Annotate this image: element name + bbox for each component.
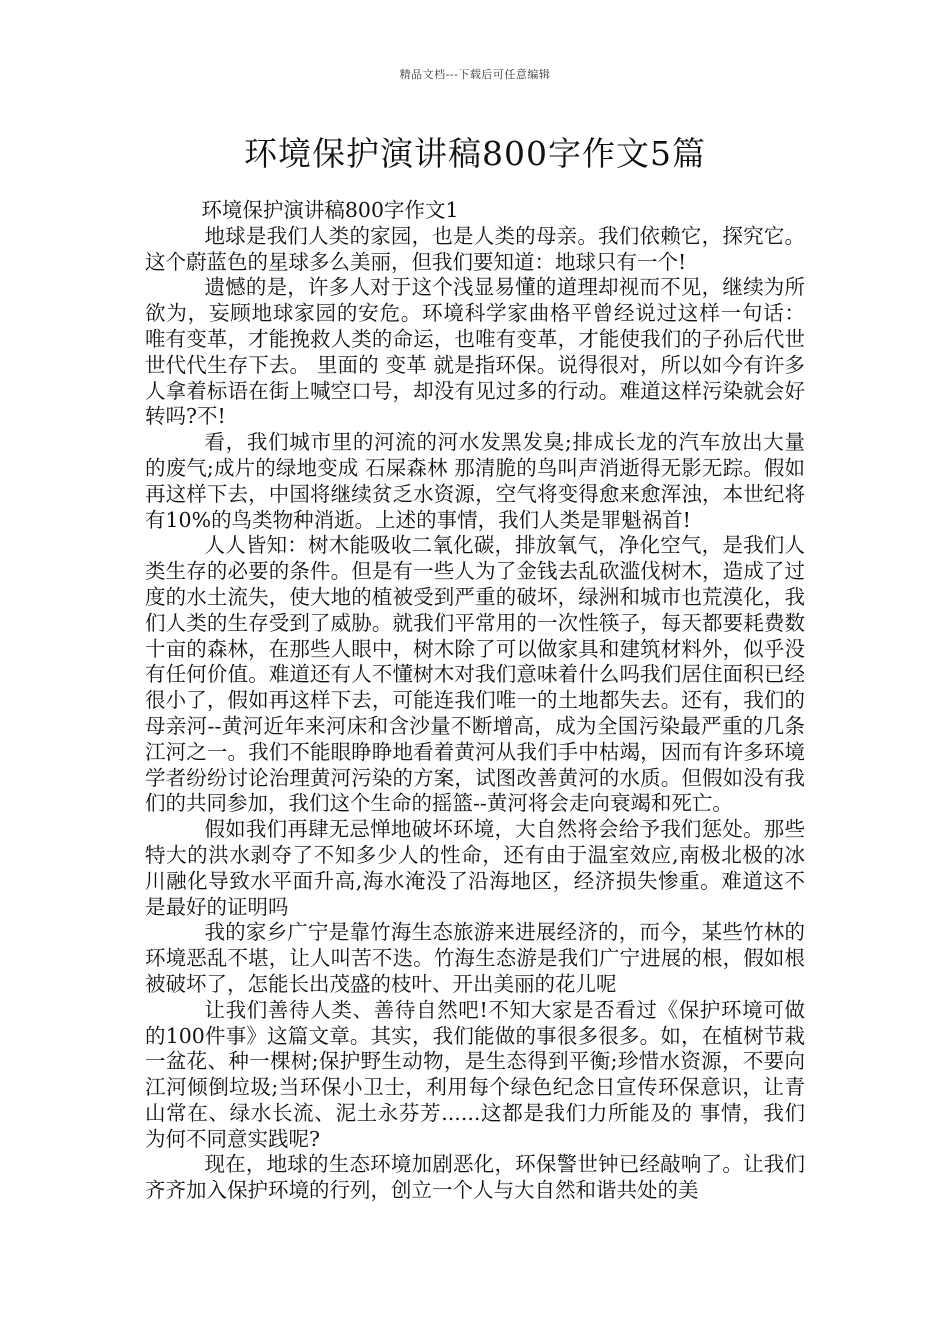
paragraph: 地球是我们人类的家园，也是人类的母亲。我们依赖它，探究它。这个蔚蓝色的星球多么美丽，但我们要知道：地球只有一个! [145,223,805,274]
paragraph: 看，我们城市里的河流的河水发黑发臭;排成长龙的汽车放出大量的废气;成片的绿地变成 石屎森林 那清脆的鸟叫声消逝得无影无踪。假如再这样下去，中国将继续贫乏水资源，空气将变得愈来愈浑浊，本世纪将有10%的鸟类物种消逝。上述的事情，我们人类是罪魁祸首! [145,430,805,532]
essay-subtitle: 环境保护演讲稿800字作文1 [201,198,459,222]
document-body [145,198,805,1204]
header-note: 精品文档---下载后可任意编辑 [399,68,551,81]
paragraph: 现在，地球的生态环境加剧恶化，环保警世钟已经敲响了。让我们齐齐加入保护环境的行列，创立一个人与大自然和谐共处的美 [145,1152,805,1203]
paragraph: 我的家乡广宁是靠竹海生态旅游来进展经济的，而今，某些竹林的环境恶乱不堪，让人叫苦不迭。竹海生态游是我们广宁进展的根，假如根被破坏了，怎能长出茂盛的枝叶、开出美丽的花儿呢 [145,920,805,996]
document-title: 环境保护演讲稿800字作文5篇 [244,134,706,173]
paragraph: 让我们善待人类、善待自然吧!不知大家是否看过《保护环境可做的100件事》这篇文章。其实，我们能做的事很多很多。如，在植树节栽一盆花、种一棵树;保护野生动物，是生态得到平衡;珍惜水资源，不要向江河倾倒垃圾;当环保小卫士，利用每个绿色纪念日宣传环保意识，让青山常在、绿水长流、泥土永芬芳......这都是我们力所能及的 事情，我们为何不同意实践呢? [145,997,805,1151]
paragraph: 假如我们再肆无忌惮地破坏环境，大自然将会给予我们惩处。那些特大的洪水剥夺了不知多少人的性命，还有由于温室效应,南极北极的冰川融化导致水平面升高,海水淹没了沿海地区，经济损失惨重。难道这不是最好的证明吗 [145,817,805,919]
paragraph: 人人皆知：树木能吸收二氧化碳，排放氧气，净化空气，是我们人类生存的必要的条件。但是有一些人为了金钱去乱砍滥伐树木，造成了过度的水土流失，使大地的植被受到严重的破坏，绿洲和城市也荒漠化，我们人类的生存受到了威胁。就我们平常用的一次性筷子，每天都要耗费数十亩的森林，在那些人眼中，树木除了可以做家具和建筑材料外，似乎没有任何价值。难道还有人不懂树木对我们意味着什么吗我们居住面积已经很小了，假如再这样下去，可能连我们唯一的土地都失去。还有，我们的母亲河--黄河近年来河床和含沙量不断增高，成为全国污染最严重的几条江河之一。我们不能眼睁睁地看着黄河从我们手中枯竭，因而有许多环境学者纷纷讨论治理黄河污染的方案，试图改善黄河的水质。但假如没有我们的共同参加，我们这个生命的摇篮--黄河将会走向衰竭和死亡。 [145,533,805,816]
paragraph: 遗憾的是，许多人对于这个浅显易懂的道理却视而不见，继续为所欲为，妄顾地球家园的安危。环境科学家曲格平曾经说过这样一句话： 唯有变革，才能挽救人类的命运，也唯有变革，才能使我们的子孙后代世世代代生存下去。 里面的 变革 就是指环保。说得很对，所以如今有许多人拿着标语在街上喊空口号，却没有见过多的行动。难道这样污染就会好转吗?不! [145,275,805,429]
